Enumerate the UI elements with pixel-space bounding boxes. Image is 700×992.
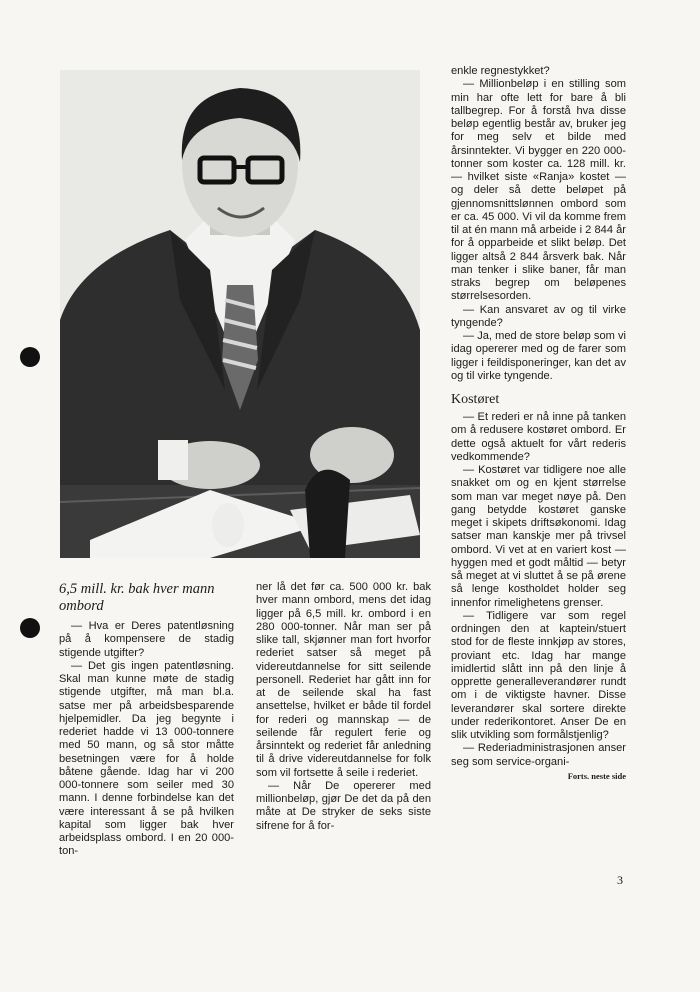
page-number: 3	[617, 873, 623, 887]
paragraph: — Millionbeløp i en stilling som min har ofte lett for bare å bli tallbegrep. For å forstå hva disse beløp egentlig består av, bruker jeg for meg selv et bilde med årsinntekter. Vi bygger en 220 000-tonner som koster ca. 128 mill. kr. — hvilket siste «Ranja» kostet — og deler så dette beløpet på gjennomsnittslønnen ombord som er ca. 45 000. Vi vil da komme frem til at én mann må arbeide i 2 844 år for å opparbeide et slikt beløp. Det ligger altså 2 844 årsverk bak. Når man tenker i slike baner, får man straks begrep om beløpenes størrelsesorden.	[451, 78, 626, 303]
article-headline: 6,5 mill. kr. bak hver mann ombord	[59, 581, 215, 614]
paragraph: — Når De opererer med millionbeløp, gjør De det da på den måte at De stryker de seks siste sifrene for å for-	[256, 779, 431, 832]
portrait-photo	[60, 70, 420, 558]
paragraph: — Tidligere var som regel ordningen den at kaptein/stuert stod for de fleste innkjøp av stores, proviant etc. Idag har mange imidlertid slått inn på den linje å opprette generalleverandører rundt om i de viktigste havner. Disse leverandører skal sortere direkte under rederikontoret. Anser De en slik utvikling som formålstjenlig?	[451, 609, 626, 741]
text-column-3	[451, 65, 626, 783]
paragraph: — Et rederi er nå inne på tanken om å redusere kostøret ombord. Er dette også aktuelt for vårt rederis vedkommende?	[451, 411, 626, 463]
punch-hole	[20, 347, 40, 367]
text-column-2	[256, 581, 431, 833]
paragraph: enkle regnestykket?	[451, 65, 550, 77]
paragraph: — Det gis ingen patentløsning. Skal man kunne møte de stadig stigende utgifter, må man bl.a. satse mer på arbeidsbesparende hjelpemidler. Da jeg begynte i rederiet hadde vi 13 000-tonnere med 50 mann, og så stor måtte besetningen være for å holde båtene gående. Idag har vi 200 000-tonnere som seiler med 30 mann. I denne forbindelse kan det være interessant å se på hvilken kapital som ligger bak hver arbeidsplass ombord. I en 20 000-ton-	[59, 659, 234, 858]
section-subheading: Kostøret	[451, 392, 500, 407]
paragraph: — Hva er Deres patentløsning på å kompensere de stadig stigende utgifter?	[59, 620, 234, 659]
punch-hole	[20, 618, 40, 638]
paragraph: — Kan ansvaret av og til virke tyngende?	[451, 303, 626, 329]
paragraph: — Ja, med de store beløp som vi idag opererer med og de farer som ligger i feildisponeringer, kan det av og til virke tyngende.	[451, 330, 626, 382]
paragraph: — Kostøret var tidligere noe alle snakket om og en kjent størrelse som man var meget nøye på. Den gang betydde kostøret ganske meget i skipets driftsøkonomi. Idag satser man kanskje mer på trivsel ombord. Vi vet at en variert kost — hyggen med et godt måltid — betyr så meget at vi sluttet å se på ørene så lenge kostholdet holder seg innenfor rimelighetens grenser.	[451, 464, 626, 609]
portrait-illustration	[60, 70, 420, 558]
paragraph: ner lå det før ca. 500 000 kr. bak hver mann ombord, mens det idag ligger på 6,5 mill. kr. ombord i en 280 000-tonner. Når man ser på slike tall, skjønner man fort hvorfor rederiet satser så meget på videreutdannelse for sitt seilende personell. Rederiet har gått inn for at de seilende skal ha fast ansettelse, hvilket er både til fordel for rederi og mannskap — de seilende får regulert ferie og årsinntekt og rederiet får anledning til å drive videreutdannelse for folk som vil fortsette å seile i rederiet.	[256, 581, 431, 779]
text-column-1	[59, 581, 234, 859]
continued-note: Forts. neste side	[567, 770, 626, 781]
paragraph: — Rederiadministrasjonen anser seg som service-organi-	[451, 742, 626, 768]
